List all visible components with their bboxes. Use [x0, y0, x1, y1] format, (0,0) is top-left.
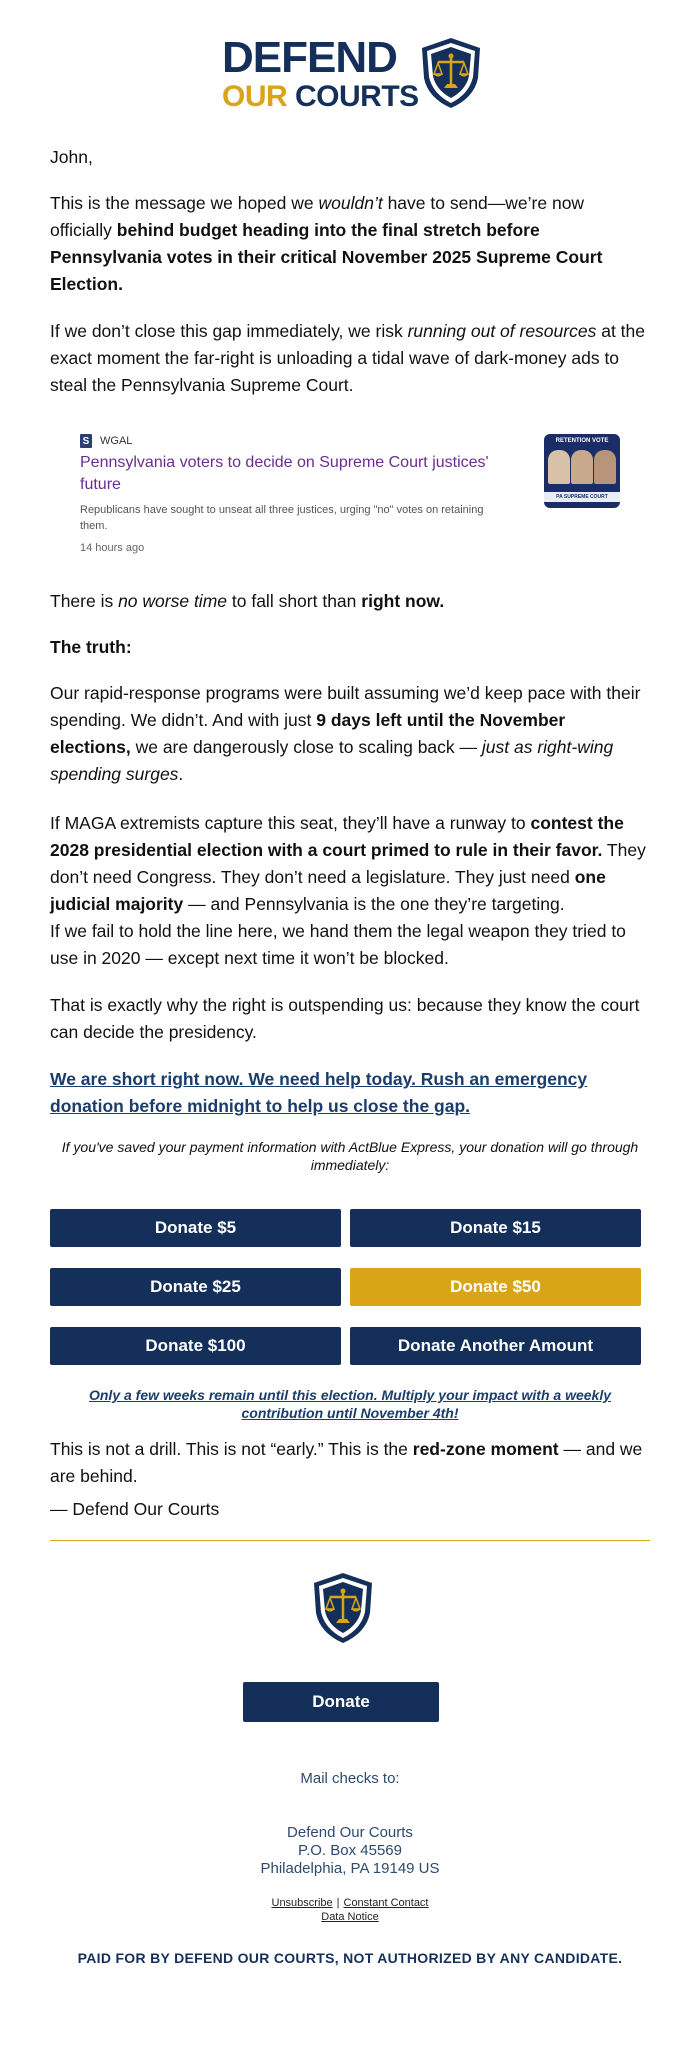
thumbnail-title: RETENTION VOTE	[555, 438, 609, 444]
news-headline-link[interactable]: Pennsylvania voters to decide on Supreme Court justices' future	[80, 454, 489, 493]
logo-defend: DEFEND	[222, 33, 397, 82]
donate-5-button[interactable]: Donate $5	[50, 1209, 341, 1247]
footer-donate-button[interactable]: Donate	[243, 1682, 439, 1722]
scales-shield-icon	[418, 36, 484, 110]
link-separator: |	[336, 1897, 340, 1909]
address-org: Defend Our Courts	[287, 1824, 413, 1841]
news-timestamp: 14 hours ago	[80, 542, 145, 554]
donate-15-button[interactable]: Donate $15	[350, 1209, 641, 1247]
donate-50-button[interactable]: Donate $50	[350, 1268, 641, 1306]
news-source-icon: S	[80, 434, 92, 448]
weekly-contribution-link[interactable]: Only a few weeks remain until this election. Multiply your impact with a weekly contribution until November 4th!	[88, 1387, 612, 1421]
mail-checks-label: Mail checks to:	[300, 1770, 400, 1787]
logo-our-courts	[222, 82, 419, 112]
paragraph-no-worse-time: There is no worse time to fall short than right now.	[50, 591, 445, 611]
gold-divider	[50, 1540, 650, 1541]
emergency-donation-link[interactable]: We are short right now. We need help today. Rush an emergency donation before midnight to help us close the gap.	[50, 1069, 588, 1116]
donate-another-amount-button[interactable]: Donate Another Amount	[350, 1327, 641, 1365]
thumbnail-person-3	[594, 450, 616, 484]
thumbnail-caption: PA SUPREME COURT RETENTION RACE	[544, 492, 620, 502]
paid-for-disclaimer: PAID FOR BY DEFEND OUR COURTS, NOT AUTHORIZED BY ANY CANDIDATE.	[77, 1950, 623, 1966]
signoff: — Defend Our Courts	[50, 1499, 220, 1519]
news-source-label: WGAL	[100, 435, 133, 447]
actblue-express-note: If you've saved your payment information with ActBlue Express, your donation will go through immediately:	[61, 1139, 639, 1173]
address-po-box: P.O. Box 45569	[298, 1842, 402, 1859]
data-notice-link[interactable]: Data Notice	[321, 1911, 379, 1923]
logo-our: OUR	[222, 80, 288, 113]
paragraph-hold-the-line: If we fail to hold the line here, we hand them the legal weapon they tried to use in 2020 — except next time it won’t be blocked.	[50, 921, 626, 968]
paragraph-maga-extremists: If MAGA extremists capture this seat, they’ll have a runway to contest the 2028 presidential election with a court primed to rule in their favor. They don’t need Congress. They don’t need a legislature. They just need one judicial majority — and Pennsylvania is the one they’re targeting.	[50, 813, 646, 914]
news-thumbnail-image[interactable]	[544, 434, 620, 508]
paragraph-behind-budget: This is the message we hoped we wouldn’t have to send—we’re now officially behind budget heading into the final stretch before Pennsylvania votes in their critical November 2025 Supreme Court Election.	[50, 193, 603, 294]
salutation: John,	[50, 147, 93, 167]
footer-links	[0, 1896, 700, 1924]
cta-paragraph	[50, 1066, 650, 1120]
paragraph-outspending: That is exactly why the right is outspending us: because they know the court can decide the presidency.	[50, 995, 640, 1042]
news-snippet: Republicans have sought to unseat all three justices, urging "no" votes on retaining them.	[80, 504, 484, 532]
footer-scales-shield-icon	[310, 1570, 376, 1646]
paragraph-red-zone: This is not a drill. This is not “early.” This is the red-zone moment — and we are behind.	[50, 1439, 643, 1486]
donate-25-button[interactable]: Donate $25	[50, 1268, 341, 1306]
heading-the-truth: The truth:	[50, 637, 132, 657]
logo-wordmark	[222, 33, 419, 113]
donate-100-button[interactable]: Donate $100	[50, 1327, 341, 1365]
header-logo[interactable]	[222, 33, 484, 116]
thumbnail-person-2	[571, 450, 593, 484]
address-city: Philadelphia, PA 19149 US	[260, 1860, 440, 1877]
logo-courts: COURTS	[295, 80, 419, 113]
constant-contact-link[interactable]: Constant Contact	[343, 1897, 429, 1909]
unsubscribe-link[interactable]: Unsubscribe	[271, 1897, 333, 1909]
news-source	[80, 434, 132, 448]
news-article-card[interactable]	[72, 420, 632, 570]
thumbnail-person-1	[548, 450, 570, 484]
paragraph-rapid-response: Our rapid-response programs were built assuming we’d keep pace with their spending. We didn’t. And with just 9 days left until the November elections, we are dangerously close to scaling back — just as right-wing spending surges.	[50, 683, 641, 784]
paragraph-close-gap: If we don’t close this gap immediately, we risk running out of resources at the exact moment the far-right is unloading a tidal wave of dark-money ads to steal the Pennsylvania Supreme Court.	[50, 321, 645, 395]
